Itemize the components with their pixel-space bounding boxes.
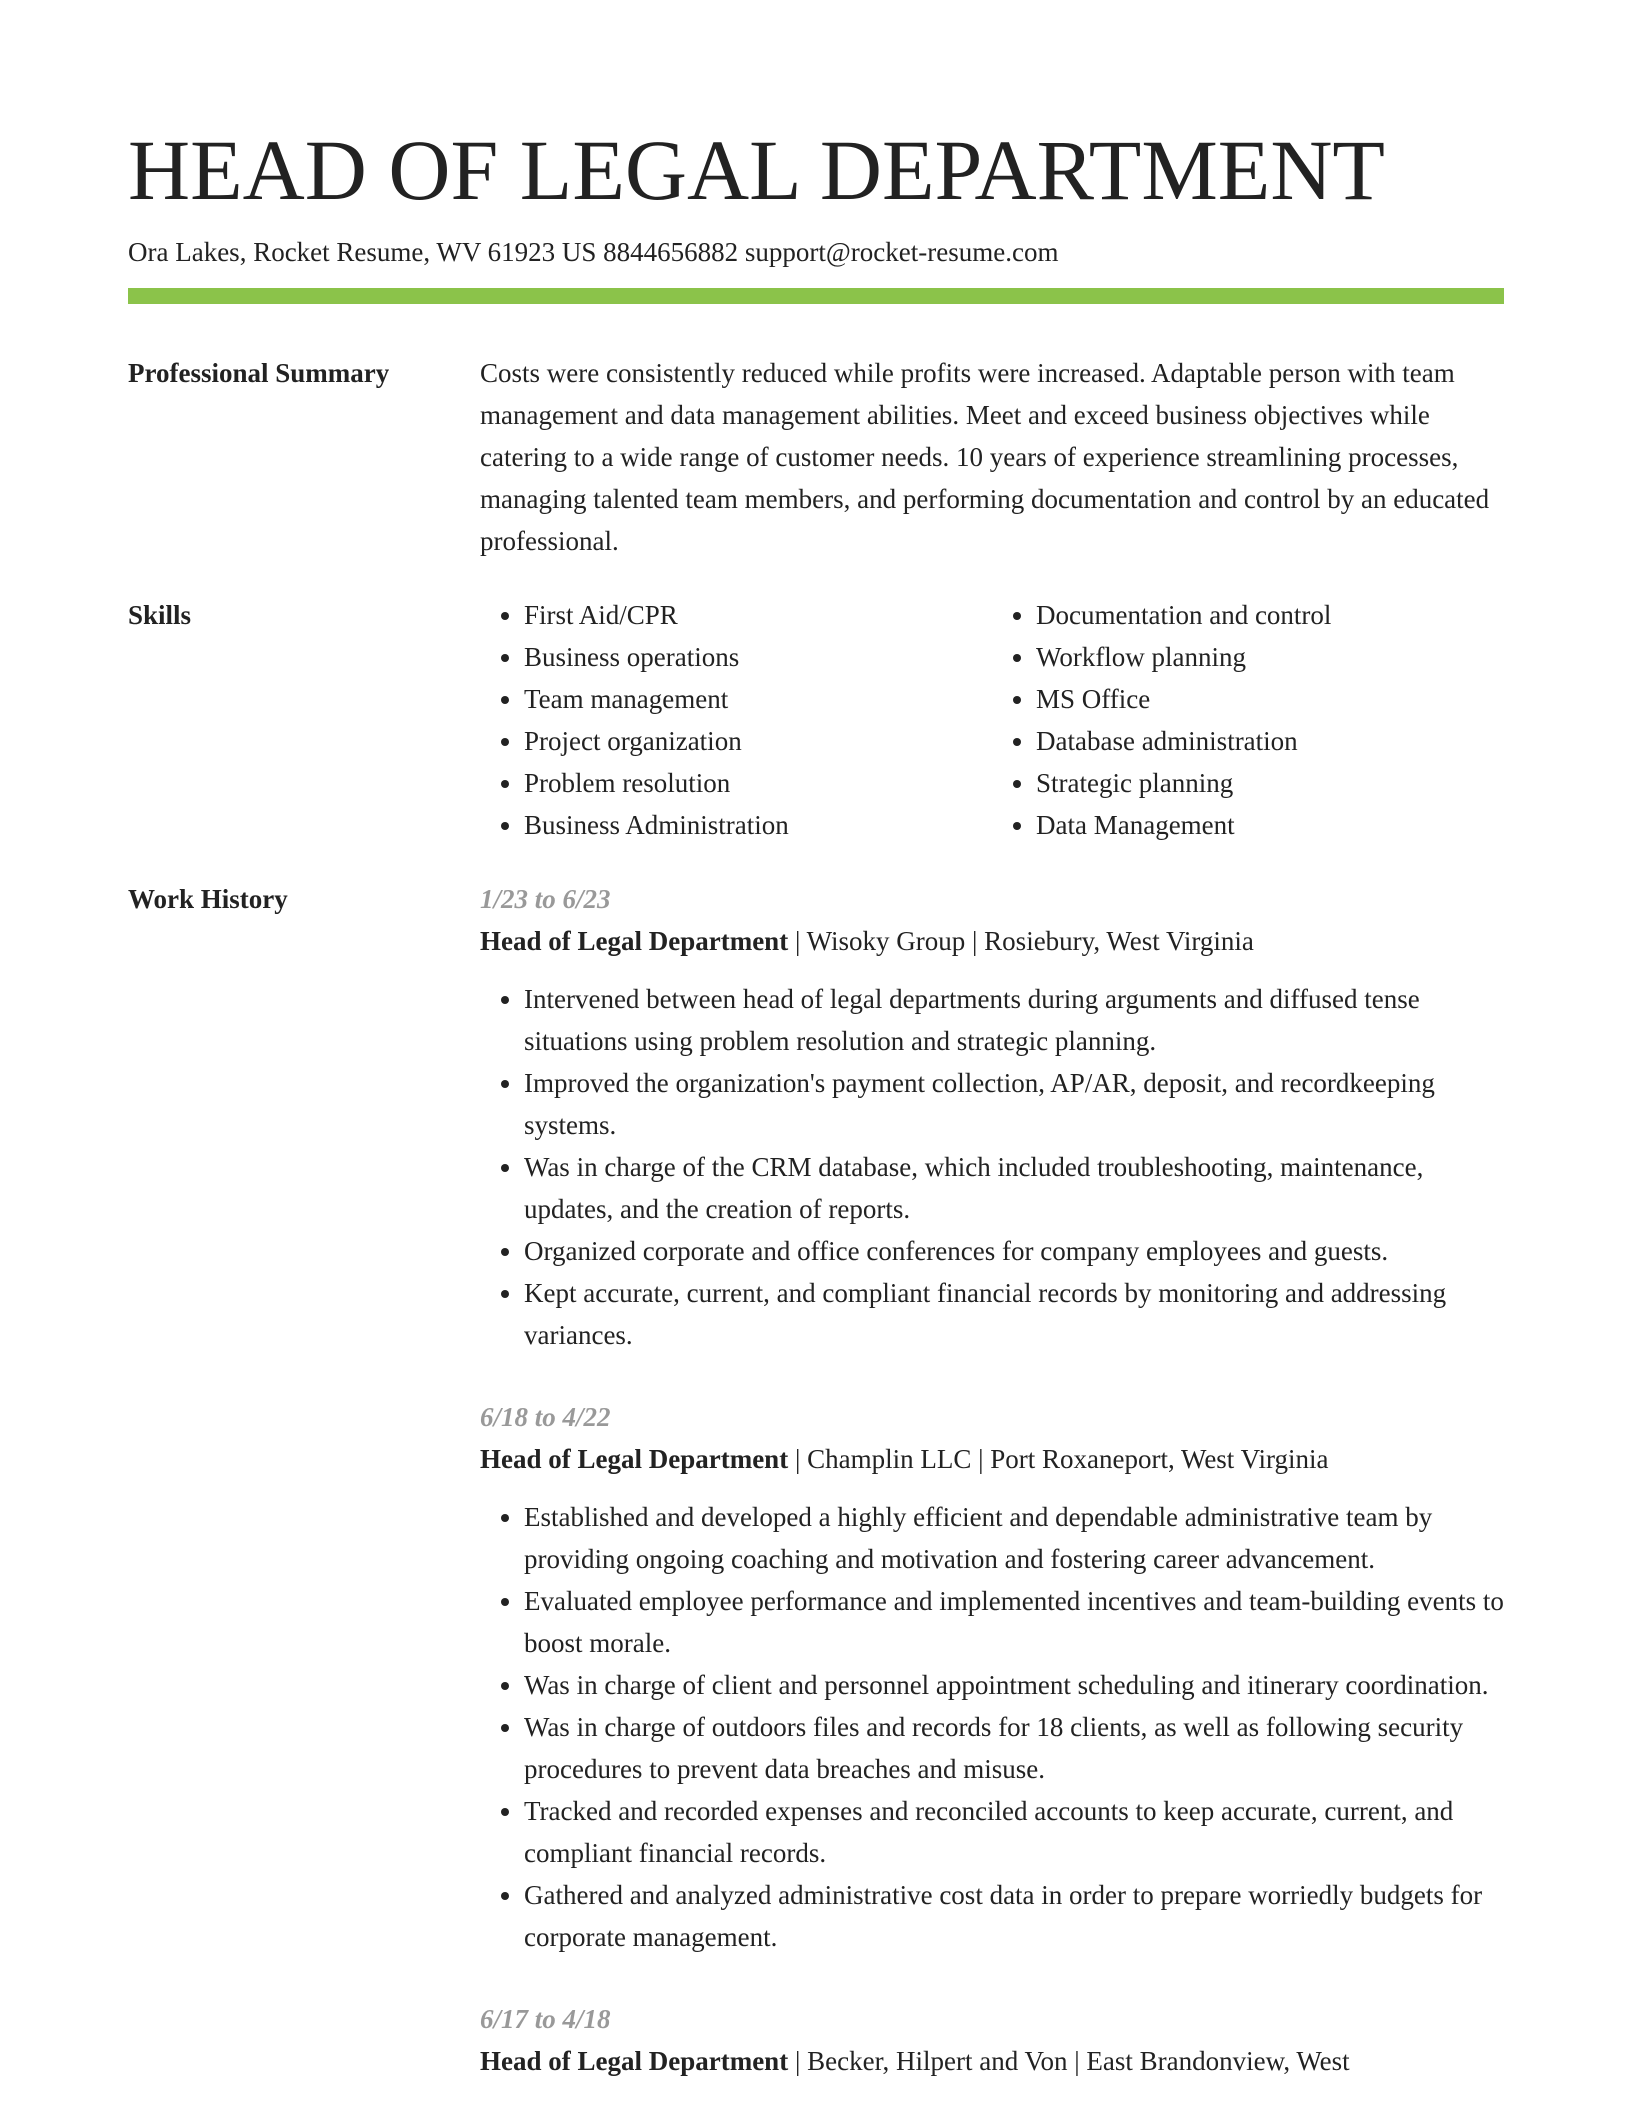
skill-item: • Team management [524, 678, 992, 720]
job-bullet: • Intervened between head of legal departments during arguments and diffused tense situations using problem resolution and strategic planning. [524, 978, 1504, 1062]
skills-section [128, 594, 1504, 846]
job-dates: 6/18 to 4/22 [480, 1402, 611, 1432]
professional-summary-section [128, 352, 1504, 562]
job-dates: 6/17 to 4/18 [480, 2004, 611, 2034]
work-history-body [480, 878, 1504, 2122]
skill-item: • Project organization [524, 720, 992, 762]
skill-item: • Business Administration [524, 804, 992, 846]
job-title: Head of Legal Department [480, 926, 789, 956]
section-label-work: Work History [128, 884, 288, 914]
skill-item: • Business operations [524, 636, 992, 678]
skill-item: • Database administration [1036, 720, 1504, 762]
resume-title: HEAD OF LEGAL DEPARTMENT [128, 122, 1385, 218]
job-bullet: • Improved the organization's payment collection, AP/AR, deposit, and recordkeeping systems. [524, 1062, 1504, 1146]
skill-item: • First Aid/CPR [524, 594, 992, 636]
job-title-line [480, 2040, 1504, 2082]
resume-page [128, 120, 1504, 2122]
skill-item: • MS Office [1036, 678, 1504, 720]
section-label-skills: Skills [128, 600, 192, 630]
job-entry [480, 1396, 1504, 1958]
job-details: | Becker, Hilpert and Von | East Brandonview, West [788, 2046, 1350, 2076]
job-bullets [480, 978, 1504, 1356]
job-bullet: • Established and developed a highly efficient and dependable administrative team by providing ongoing coaching and motivation and fostering career advancement. [524, 1496, 1504, 1580]
job-bullet: • Was in charge of outdoors files and records for 18 clients, as well as following security procedures to prevent data breaches and misuse. [524, 1706, 1504, 1790]
work-history-section [128, 878, 1504, 2122]
job-bullet: • Organized corporate and office conferences for company employees and guests. [524, 1230, 1504, 1272]
job-bullet: • Evaluated employee performance and implemented incentives and team-building events to boost morale. [524, 1580, 1504, 1664]
job-details: | Wisoky Group | Rosiebury, West Virginia [788, 926, 1254, 956]
summary-text: Costs were consistently reduced while profits were increased. Adaptable person with team management and data management abilities. Meet and exceed business objectives while catering to a wide range of customer needs. 10 years of experience streamlining processes, managing talented team members, and performing documentation and control by an educated professional. [480, 358, 1490, 556]
job-entry [480, 878, 1504, 1356]
skills-columns [480, 594, 1504, 846]
skills-list-left [480, 594, 992, 846]
header-divider [128, 288, 1504, 304]
job-title-line [480, 920, 1504, 962]
job-dates: 1/23 to 6/23 [480, 884, 611, 914]
job-bullet: • Kept accurate, current, and compliant financial records by monitoring and addressing variances. [524, 1272, 1504, 1356]
skill-item: • Strategic planning [1036, 762, 1504, 804]
job-bullet: • Was in charge of the CRM database, which included troubleshooting, maintenance, updates, and the creation of reports. [524, 1146, 1504, 1230]
job-bullet: • Was in charge of client and personnel appointment scheduling and itinerary coordination. [524, 1664, 1504, 1706]
skill-item: • Workflow planning [1036, 636, 1504, 678]
job-title: Head of Legal Department [480, 2046, 789, 2076]
contact-line: Ora Lakes, Rocket Resume, WV 61923 US 8844656882 support@rocket-resume.com [128, 237, 1059, 267]
job-bullet: • Gathered and analyzed administrative cost data in order to prepare worriedly budgets for corporate management. [524, 1874, 1504, 1958]
skills-list-right [992, 594, 1504, 846]
section-label-summary: Professional Summary [128, 358, 390, 388]
job-details: | Champlin LLC | Port Roxaneport, West Virginia [788, 1444, 1329, 1474]
job-title: Head of Legal Department [480, 1444, 789, 1474]
skill-item: • Data Management [1036, 804, 1504, 846]
job-bullet: • Tracked and recorded expenses and reconciled accounts to keep accurate, current, and compliant financial records. [524, 1790, 1504, 1874]
skill-item: • Problem resolution [524, 762, 992, 804]
job-entry [480, 1998, 1504, 2082]
job-title-line [480, 1438, 1504, 1480]
job-bullets [480, 1496, 1504, 1958]
skill-item: • Documentation and control [1036, 594, 1504, 636]
